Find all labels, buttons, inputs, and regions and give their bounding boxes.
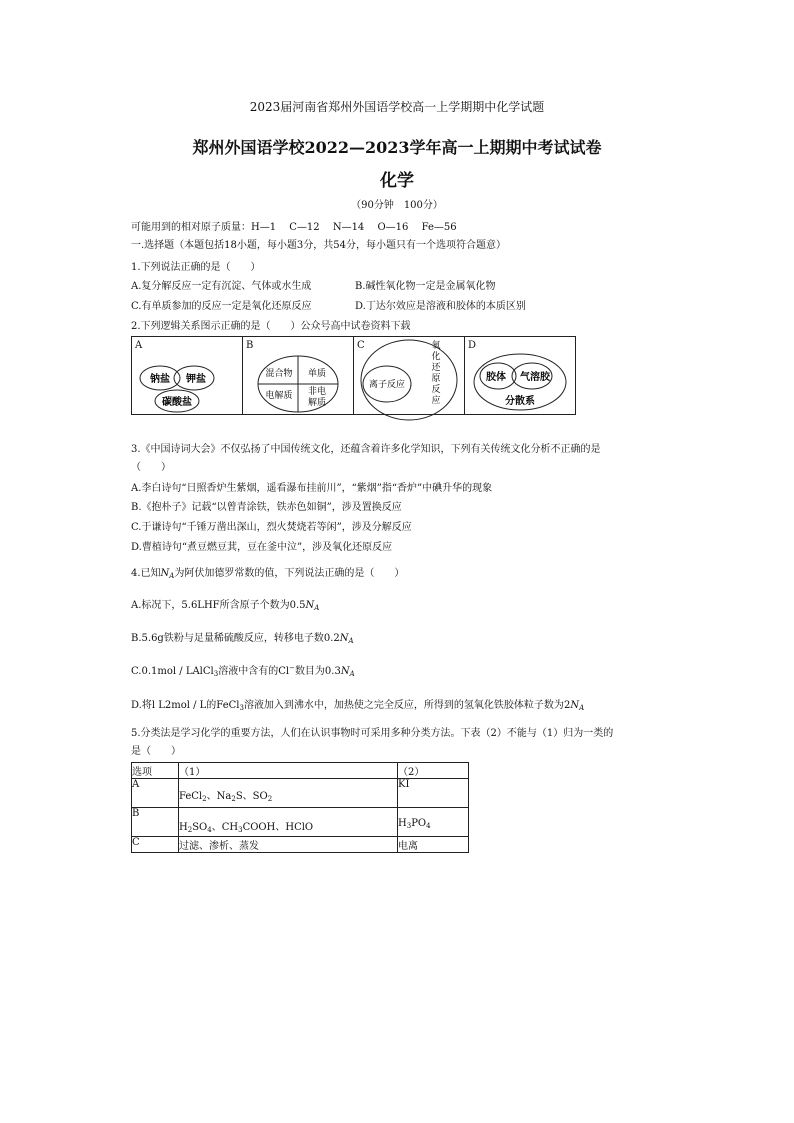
q3-paren: （ ） [131, 462, 171, 473]
atomic-masses: 可能用到的相对原子质量：H—1 C—12 N—14 O—16 Fe—56 [131, 222, 457, 233]
label-element: 单质 [307, 369, 327, 379]
label-carbonate: 碳酸盐 [162, 397, 192, 408]
document-title: 2023届河南省郑州外国语学校高一上学期期中化学试题 [249, 100, 545, 114]
label-electrolyte: 电解质 [265, 391, 293, 401]
table-row [132, 837, 469, 853]
label-non-electrolyte-2: 解质 [307, 398, 327, 408]
label-mixture: 混合物 [265, 369, 293, 379]
table-header-row [132, 763, 469, 779]
q4-option-a: A.标况下，5.6LHF所含原子个数为$0.5N_A$ [131, 600, 320, 612]
q2-label-b: B [246, 340, 254, 351]
row-b-col1: $H_2SO_4$、$CH_3COOH$、HClO [179, 808, 398, 837]
subject-title: 化学 [380, 171, 414, 191]
q3-option-b: B.《抱朴子》记载“以曾青涂铁，铁赤色如铜”，涉及置换反应 [131, 502, 402, 513]
q4-option-b: B.5.6g铁粉与足量稀硫酸反应，转移电子数$0.2N_A$ [131, 633, 354, 645]
q2-label-c: C [357, 340, 365, 351]
q1-option-c: C.有单质参加的反应一定是氧化还原反应 [131, 301, 312, 312]
q5-stem-line2: 是（ ） [131, 746, 181, 757]
label-potassium-salt: 钾盐 [186, 374, 206, 385]
q2-cell-a [132, 337, 243, 415]
table-row [132, 808, 469, 837]
table-row [132, 779, 469, 808]
q2-figure-table [131, 336, 576, 415]
label-non-electrolyte-1: 非电 [307, 387, 327, 397]
q4-option-d: D.将l L2mol / L的FeCl$_3$溶液加入到沸水中，加热使之完全反应，所得到的氢氧化铁胶体粒子数为$2N_A$ [131, 700, 585, 712]
label-colloid: 胶体 [486, 372, 506, 383]
q1-stem: 1.下列说法正确的是（ ） [131, 262, 261, 273]
exam-title: 郑州外国语学校2022—2023学年高一上期期中考试试卷 [192, 138, 602, 157]
venn-figure-b [243, 354, 353, 414]
label-redox-3: 还 [431, 363, 441, 373]
q4-option-c: C.0.1mol / LAlCl$_3$溶液中含有的Cl−数目为$0.3N_A$ [131, 664, 355, 678]
q5-table [131, 762, 469, 853]
q2-stem: 2.下列逻辑关系图示正确的是（ ）公众号高中试卷资料下载 [131, 321, 411, 332]
label-redox-4: 原 [431, 374, 441, 384]
q5-stem-line1: 5.分类法是学习化学的重要方法，人们在认识事物时可采用多种分类方法。下表（2）不能与（1）归为一类的 [131, 728, 614, 739]
label-redox-6: 应 [431, 396, 441, 406]
q3-option-a: A.李白诗句“日照香炉生紫烟，遥看瀑布挂前川”，“紫烟”指“香炉”中碘升华的现象 [131, 483, 493, 494]
q3-option-d: D.曹植诗句“煮豆燃豆萁，豆在釜中泣”，涉及氧化还原反应 [131, 542, 393, 553]
label-ionic-reaction: 离子反应 [368, 380, 406, 390]
row-a-col1: FeCl$_2$、$Na_2S$、$SO_2$ [179, 779, 398, 808]
label-redox-1: 氧 [431, 341, 441, 351]
label-sodium-salt: 钠盐 [150, 374, 170, 385]
q2-cell-d [465, 337, 576, 415]
section-intro: 一.选择题（本题包括18小题，每小题3分，共54分，每小题只有一个选项符合题意） [131, 240, 506, 251]
row-c-col2: 电离 [398, 837, 469, 853]
q2-cell-b [243, 337, 354, 415]
label-dispersion: 分散系 [505, 396, 535, 407]
label-redox-2: 化 [431, 352, 441, 362]
q2-label-a: A [135, 340, 143, 351]
label-redox-5: 反 [431, 385, 441, 395]
row-b-col2: $H_3PO_4$ [398, 808, 469, 837]
label-aerosol: 气溶胶 [520, 372, 550, 383]
header-col1: （1） [179, 763, 398, 779]
header-col2: （2） [398, 763, 469, 779]
venn-figure-a [132, 354, 242, 414]
q3-option-c: C.于谦诗句“千锤万凿出深山，烈火焚烧若等闲”，涉及分解反应 [131, 522, 412, 533]
q3-stem: 3.《中国诗词大会》不仅弘扬了中国传统文化，还蕴含着许多化学知识，下列有关传统文化分析不正确的是 [131, 444, 601, 455]
time-score: （90分钟 100分） [351, 200, 443, 211]
row-c-option: C [132, 837, 179, 853]
venn-figure-c [354, 341, 464, 414]
q1-option-a: A.复分解反应一定有沉淀、气体或水生成 [131, 281, 312, 292]
q1-option-d: D.丁达尔效应是溶液和胶体的本质区别 [355, 301, 526, 312]
venn-figure-d [465, 354, 575, 414]
row-a-option: A [132, 779, 179, 808]
row-b-option: B [132, 808, 179, 837]
q2-label-d: D [468, 340, 477, 351]
q4-stem: 4.已知$N_A$为阿伏加德罗常数的值，下列说法正确的是（ ） [131, 568, 405, 580]
q1-option-b: B.碱性氧化物一定是金属氧化物 [355, 281, 496, 292]
row-a-col2: KI [398, 779, 469, 808]
header-option: 选项 [132, 763, 179, 779]
q2-cell-c [354, 337, 465, 415]
row-c-col1: 过滤、渗析、蒸发 [179, 837, 398, 853]
